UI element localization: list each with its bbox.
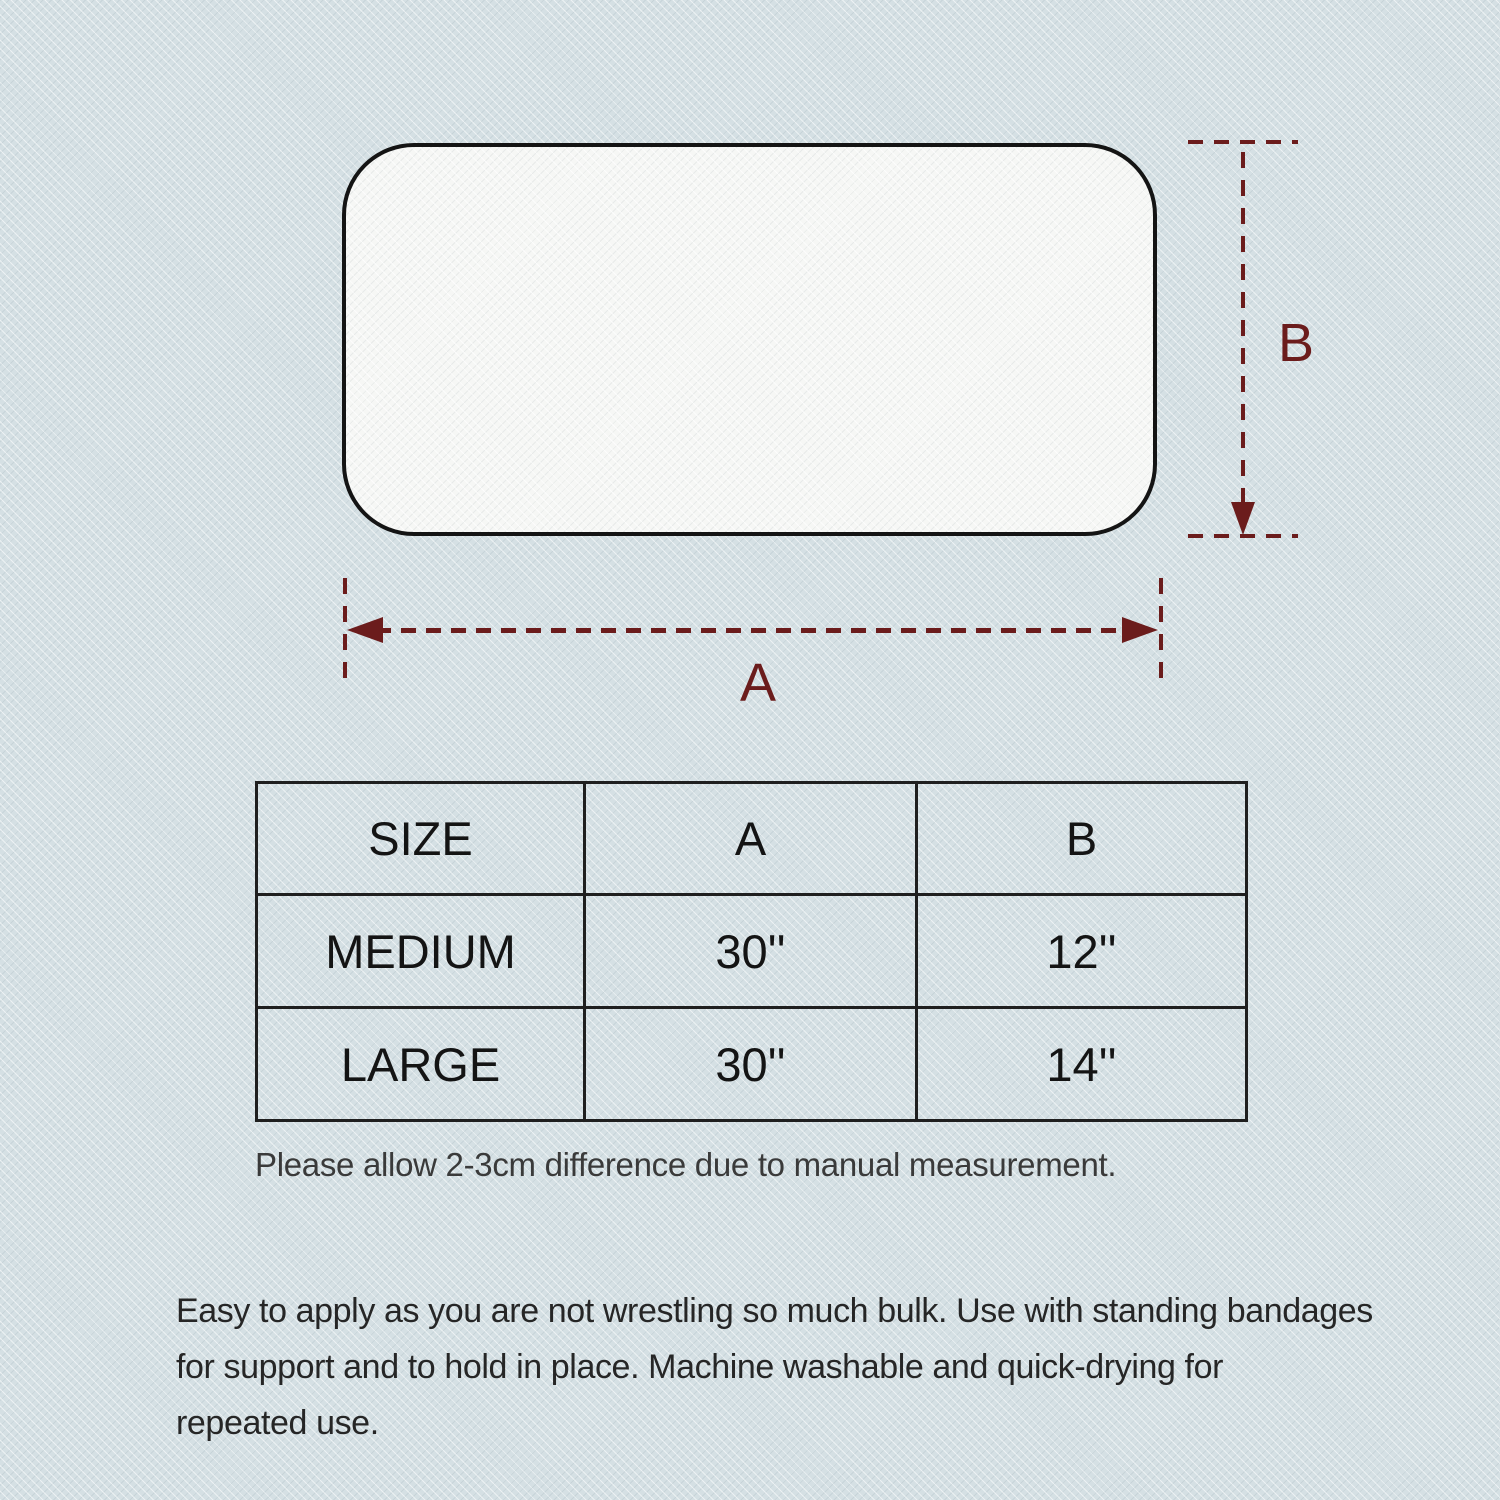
product-description bbox=[176, 1283, 1373, 1451]
size-table-header-b: B bbox=[917, 783, 1247, 895]
arrow-down-icon bbox=[1231, 502, 1255, 535]
table-cell-b: 12'' bbox=[917, 895, 1247, 1008]
dimension-a-extension-right bbox=[1159, 578, 1163, 690]
size-table-header-size: SIZE bbox=[257, 783, 585, 895]
table-row bbox=[257, 895, 1247, 1008]
dimension-a-label: A bbox=[740, 653, 777, 713]
size-table-header-a: A bbox=[585, 783, 917, 895]
arrow-left-icon bbox=[347, 617, 383, 643]
dimension-b-line bbox=[1241, 152, 1245, 508]
dimension-b-extension-top bbox=[1188, 140, 1298, 144]
arrow-right-icon bbox=[1122, 617, 1158, 643]
size-table bbox=[255, 781, 1248, 1122]
description-line: Easy to apply as you are not wrestling so much bulk. Use with standing bandages bbox=[176, 1292, 1373, 1330]
measurement-note: Please allow 2-3cm difference due to manual measurement. bbox=[255, 1146, 1117, 1183]
description-line: for support and to hold in place. Machine washable and quick-drying for bbox=[176, 1348, 1224, 1386]
dimension-b-label: B bbox=[1278, 313, 1315, 373]
size-table-header-row bbox=[257, 783, 1247, 895]
table-cell-size: LARGE bbox=[257, 1008, 585, 1121]
table-cell-size: MEDIUM bbox=[257, 895, 585, 1008]
table-row bbox=[257, 1008, 1247, 1121]
product-pad-shape bbox=[342, 143, 1157, 536]
table-cell-a: 30'' bbox=[585, 895, 917, 1008]
table-cell-b: 14'' bbox=[917, 1008, 1247, 1121]
table-cell-a: 30'' bbox=[585, 1008, 917, 1121]
dimension-a-line bbox=[376, 628, 1128, 633]
description-line: repeated use. bbox=[176, 1404, 379, 1442]
